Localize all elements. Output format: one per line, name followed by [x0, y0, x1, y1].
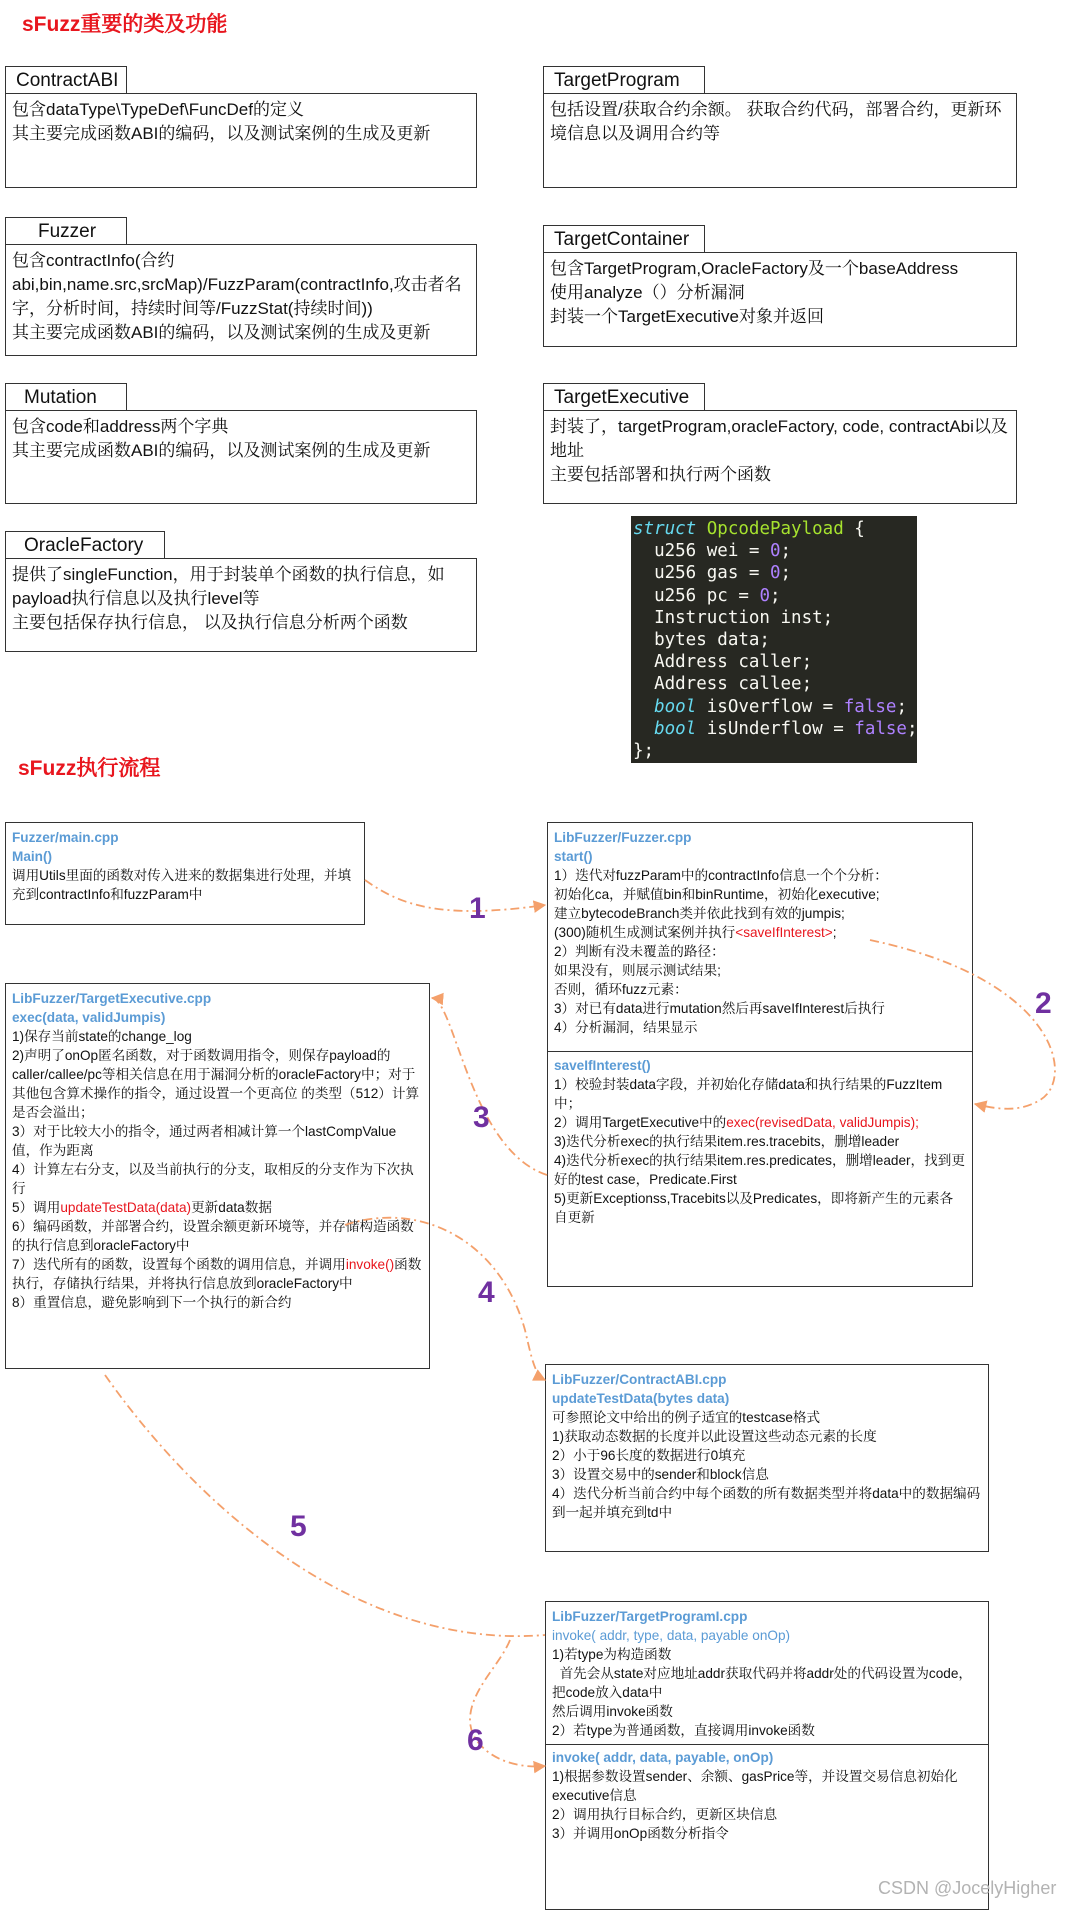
flow-line: 3）对于比较大小的指令，通过两者相减计算一个lastCompValue值，作为距离	[12, 1124, 397, 1158]
flow-function-label: updateTestData(bytes data)	[552, 1391, 730, 1406]
flow-function-label: Main()	[12, 849, 53, 864]
class-line: 主要包括部署和执行两个函数	[550, 465, 771, 484]
code-number: 0	[770, 541, 781, 562]
code-type: u256	[654, 585, 697, 606]
code-text: Address caller;	[633, 652, 813, 673]
flow-line: 调用Utils里面的函数对传入进来的数据集进行处理，并填充到contractInfo和fuzzParam中	[12, 868, 352, 902]
flow-highlight: <saveIfInterest>	[735, 925, 833, 940]
code-keyword: false	[843, 696, 897, 717]
class-title-targetcontainer: TargetContainer	[543, 225, 705, 253]
section-title-flow: sFuzz执行流程	[18, 757, 161, 780]
class-title-targetexecutive: TargetExecutive	[543, 383, 705, 411]
code-text: ;	[770, 585, 781, 606]
flow-line: 初始化ca，并赋值bin和binRuntime，初始化executive;	[554, 887, 880, 902]
step-number-5: 5	[290, 1510, 307, 1543]
class-line: 包括设置/获取合约余额。 获取合约代码，部署合约，更新环境信息以及调用合约等	[550, 100, 1002, 143]
class-line: 主要包括保存执行信息， 以及执行信息分析两个函数	[12, 613, 408, 632]
code-text: Instruction inst;	[633, 607, 834, 628]
code-text: };	[633, 741, 655, 762]
code-struct-name: OpcodePayload	[706, 519, 844, 539]
code-type: u256	[654, 563, 697, 584]
code-keyword: bool	[654, 696, 697, 717]
flow-text: ;	[832, 925, 837, 940]
code-number: 0	[759, 585, 770, 606]
class-line: 包含dataType\TypeDef\FuncDef的定义	[12, 100, 304, 119]
flow-text: 函数执行，存储执行结果，并将执行信息放到oracleFactory中	[12, 1257, 422, 1291]
arrow-1	[365, 880, 545, 911]
flow-highlight: invoke()	[345, 1257, 395, 1272]
flow-line: 建立bytecodeBranch类并依此找到有效的jumpis;	[554, 906, 845, 921]
flow-text: 7）迭代所有的函数，设置每个函数的调用信息，并调用	[12, 1257, 346, 1272]
flow-line: 4）分析漏洞，结果显示	[554, 1020, 698, 1035]
step-number-2: 2	[1035, 987, 1052, 1020]
code-text: isUnderflow =	[696, 718, 855, 739]
flow-line: 可参照论文中给出的例子适宜的testcase格式	[552, 1410, 821, 1425]
flow-line: 2)声明了onOp匿名函数，对于函数调用指令，则保存payload的caller/callee/pc等相关信息在用于漏洞分析的oracleFactory中；对于其他包含算术操作的指令，通过设置一个更高位 的类型（512）计算是否会溢出；	[12, 1048, 420, 1120]
flow-line: 3）设置交易中的sender和block信息	[552, 1467, 769, 1482]
class-title-mutation: Mutation	[5, 383, 127, 411]
code-text: bytes data;	[633, 630, 770, 651]
code-text: wei =	[696, 541, 770, 562]
class-title-oraclefactory: OracleFactory	[5, 531, 165, 559]
flow-line: 6）编码函数，并部署合约，设置余额更新环境等，并存储构造函数的执行信息到oracleFactory中	[12, 1219, 414, 1253]
class-line: 其主要完成函数ABI的编码，以及测试案例的生成及更新	[12, 323, 431, 342]
flow-line: 4）计算左右分支，以及当前执行的分支，取相反的分支作为下次执行	[12, 1162, 414, 1196]
code-keyword: bool	[654, 718, 697, 739]
flow-file-label: LibFuzzer/TargetProgramI.cpp	[552, 1609, 748, 1624]
flow-line: 2）判断有没未覆盖的路径：	[554, 944, 725, 959]
flow-text: 5）调用	[12, 1200, 61, 1215]
code-text: pc =	[696, 585, 760, 606]
step-number-4: 4	[478, 1276, 495, 1309]
watermark: CSDN @JocelyHigher	[878, 1878, 1057, 1898]
class-title-contractabi: ContractABI	[5, 66, 127, 94]
flow-highlight: updateTestData(data)	[60, 1200, 192, 1215]
flow-line: 1)若type为构造函数	[552, 1647, 672, 1662]
flow-line: 否则，循环fuzz元素：	[554, 982, 688, 997]
class-title-fuzzer: Fuzzer	[5, 217, 127, 245]
flow-text: (300)随机生成测试案例并执行	[554, 925, 736, 940]
flow-line: 然后调用invoke函数	[552, 1704, 673, 1719]
class-line: 封装了，targetProgram,oracleFactory, code, contractAbi以及地址	[550, 417, 1008, 460]
flow-line: 3)迭代分析exec的执行结果item.res.tracebits，删增leader	[554, 1134, 900, 1149]
flow-line: 5)更新Exceptionss,Tracebits以及Predicates，即将新产生的元素各自更新	[554, 1191, 954, 1225]
flow-line: 2）若type为普通函数，直接调用invoke函数	[552, 1723, 815, 1738]
code-text: {	[843, 519, 865, 539]
class-line: 包含TargetProgram,OracleFactory及一个baseAddress	[550, 259, 959, 278]
code-keyword: struct	[633, 519, 697, 539]
code-text: Address callee;	[633, 674, 813, 695]
class-line: 使用analyze（）分析漏洞	[550, 283, 745, 302]
class-line: 包含contractInfo(合约abi,bin,name.src,srcMap)/FuzzParam(contractInfo,攻击者名字，分析时间，持续时间等/FuzzStat(持续时间))	[12, 251, 462, 318]
class-line: 封装一个TargetExecutive对象并返回	[550, 307, 824, 326]
code-keyword: false	[854, 718, 907, 739]
flow-function-label: invoke( addr, data, payable, onOp)	[552, 1750, 774, 1765]
code-text: ;	[906, 718, 918, 739]
flow-line: 如果没有，则展示测试结果;	[554, 963, 721, 978]
flow-line: 2）小于96长度的数据进行0填充	[552, 1448, 746, 1463]
flow-line: 4)迭代分析exec的执行结果item.res.predicates，删增leader，找到更好的test case，Predicate.First	[554, 1153, 965, 1187]
flow-text: 更新data数据	[191, 1200, 272, 1215]
flow-function-label: saveIfInterest()	[554, 1058, 651, 1073]
flow-line: 3）并调用onOp函数分析指令	[552, 1826, 729, 1841]
code-text: isOverflow =	[696, 696, 844, 717]
class-line: 提供了singleFunction，用于封装单个函数的执行信息，如payload执行信息以及执行level等	[12, 565, 445, 608]
flow-file-label: LibFuzzer/Fuzzer.cpp	[554, 830, 692, 845]
flow-line: 1）校验封装data字段，并初始化存储data和执行结果的FuzzItem中；	[554, 1077, 943, 1111]
step-number-1: 1	[469, 892, 486, 925]
flow-function-label: start()	[554, 849, 593, 864]
flow-function-label: exec(data, validJumpis)	[12, 1010, 166, 1025]
flow-file-label: LibFuzzer/TargetExecutive.cpp	[12, 991, 212, 1006]
flow-function-label: invoke( addr, type, data, payable onOp)	[552, 1628, 791, 1643]
section-title-classes: sFuzz重要的类及功能	[22, 13, 228, 36]
flow-line: 1)获取动态数据的长度并以此设置这些动态元素的长度	[552, 1429, 877, 1444]
class-line: 其主要完成函数ABI的编码，以及测试案例的生成及更新	[12, 124, 431, 143]
code-text: gas =	[696, 563, 770, 584]
code-type: u256	[654, 541, 697, 562]
step-number-6: 6	[467, 1724, 484, 1757]
flow-line: 8）重置信息，避免影响到下一个执行的新合约	[12, 1295, 292, 1310]
arrow-2	[870, 940, 1055, 1109]
code-text: ;	[780, 541, 792, 562]
step-number-3: 3	[473, 1101, 490, 1134]
flow-file-label: LibFuzzer/ContractABI.cpp	[552, 1372, 727, 1387]
class-line: 其主要完成函数ABI的编码，以及测试案例的生成及更新	[12, 441, 431, 460]
code-text: ;	[896, 696, 907, 717]
arrow-4	[345, 1218, 545, 1380]
class-title-targetprogram: TargetProgram	[543, 66, 705, 94]
flow-line: 1)根据参数设置sender、余额、gasPrice等，并设置交易信息初始化executive信息	[552, 1769, 958, 1803]
code-text: ;	[780, 563, 792, 584]
class-line: 包含code和address两个字典	[12, 417, 229, 436]
flow-highlight: exec(revisedData, validJumpis);	[726, 1115, 919, 1130]
flow-line: 1)保存当前state的change_log	[12, 1029, 192, 1044]
flow-file-label: Fuzzer/main.cpp	[12, 830, 119, 845]
flow-line: 4）迭代分析当前合约中每个函数的所有数据类型并将data中的数据编码到一起并填充到td中	[552, 1486, 981, 1520]
flow-line: 首先会从state对应地址addr获取代码并将addr处的代码设置为code，把code放入data中	[552, 1666, 972, 1700]
arrow-5	[105, 1375, 545, 1636]
flow-line: 3）对已有data进行mutation然后再saveIfInterest后执行	[554, 1001, 885, 1016]
flow-line: 2）调用执行目标合约，更新区块信息	[552, 1807, 778, 1822]
flow-line: 1）迭代对fuzzParam中的contractInfo信息一个个分析：	[554, 868, 888, 883]
flow-text: 2）调用TargetExecutive中的	[554, 1115, 727, 1130]
arrow-3	[432, 998, 547, 1175]
code-number: 0	[770, 563, 781, 584]
